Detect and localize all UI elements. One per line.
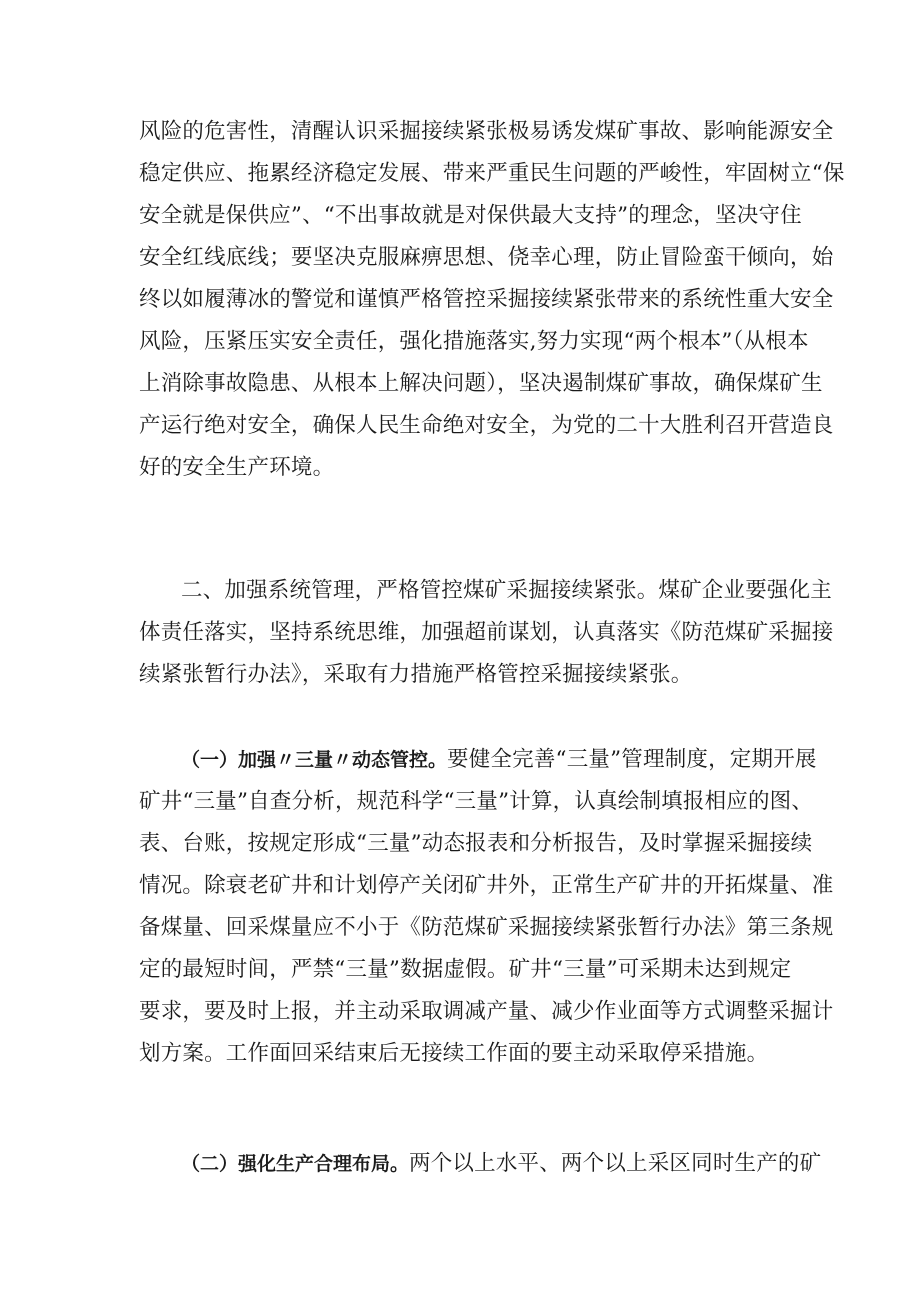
- subsection-text: 两个以上水平、两个以上采区同时生产的矿: [409, 1151, 822, 1176]
- text-line: 安全红线底线；要坚决克服麻痹思想、侥幸心理，防止冒险蛮干倾向，始: [139, 245, 834, 270]
- text-line: 矿井“三量”自查分析，规范科学“三量”计算，认真绘制填报相应的图、: [139, 789, 814, 814]
- text-line: 体责任落实，坚持系统思维，加强超前谋划，认真落实《防范煤矿采掘接: [139, 620, 834, 645]
- paragraph-section-two: [139, 570, 834, 696]
- text-line: 风险，压紧压实安全责任，强化措施落实,努力实现“两个根本”（从根本: [139, 329, 809, 354]
- text-line: 风险的危害性，清醒认识采掘接续紧张极易诱发煤矿事故、影响能源安全: [139, 119, 834, 144]
- subsection-first-line: [139, 739, 817, 781]
- text-line: 表、台账，按规定形成“三量”动态报表和分析报告，及时掌握采掘接续: [139, 831, 813, 856]
- paragraph-three-quantities: [139, 739, 834, 1075]
- text-line: 续紧张暂行办法》，采取有力措施严格管控采掘接续紧张。: [139, 662, 693, 687]
- text-line: 备煤量、回采煤量应不小于《防范煤矿采掘接续紧张暂行办法》第三条规: [139, 915, 834, 940]
- text-line: 上消除事故隐患、从根本上解决问题），坚决遏制煤矿事故，确保煤矿生: [139, 371, 823, 396]
- text-line: 产运行绝对安全，确保人民生命绝对安全，为党的二十大胜利召开营造良: [139, 413, 834, 438]
- subsection-heading: （一）加强〃三量〃动态管控。: [181, 749, 448, 771]
- text-line: 划方案。工作面回采结束后无接续工作面的要主动采取停采措施。: [139, 1041, 769, 1066]
- subsection-heading: （二）强化生产合理布局。: [181, 1153, 410, 1175]
- text-line: 情况。除衰老矿井和计划停产关闭矿井外，正常生产矿井的开拓煤量、准: [139, 873, 834, 898]
- text-line: 好的安全生产环境。: [139, 455, 335, 480]
- paragraph-production-layout: [139, 1143, 822, 1185]
- paragraph-risk-awareness: [139, 111, 845, 489]
- text-line: 稳定供应、拖累经济稳定发展、带来严重民生问题的严峻性，牢固树立“保: [139, 161, 845, 186]
- text-line: 安全就是保供应”、“不出事故就是对保供最大支持”的理念，坚决守住: [139, 203, 802, 228]
- text-line: 要求，要及时上报，并主动采取调减产量、减少作业面等方式调整采掘计: [139, 999, 834, 1024]
- subsection-first-line: [139, 1143, 822, 1185]
- subsection-text: 要健全完善“三量”管理制度，定期开展: [447, 747, 817, 772]
- text-line: 定的最短时间，严禁“三量”数据虚假。矿井“三量”可采期未达到规定: [139, 957, 792, 982]
- text-line: 终以如履薄冰的警觉和谨慎严格管控采掘接续紧张带来的系统性重大安全: [139, 287, 834, 312]
- section-heading-line: 二、加强系统管理，严格管控煤矿采掘接续紧张。煤矿企业要强化主: [181, 578, 833, 603]
